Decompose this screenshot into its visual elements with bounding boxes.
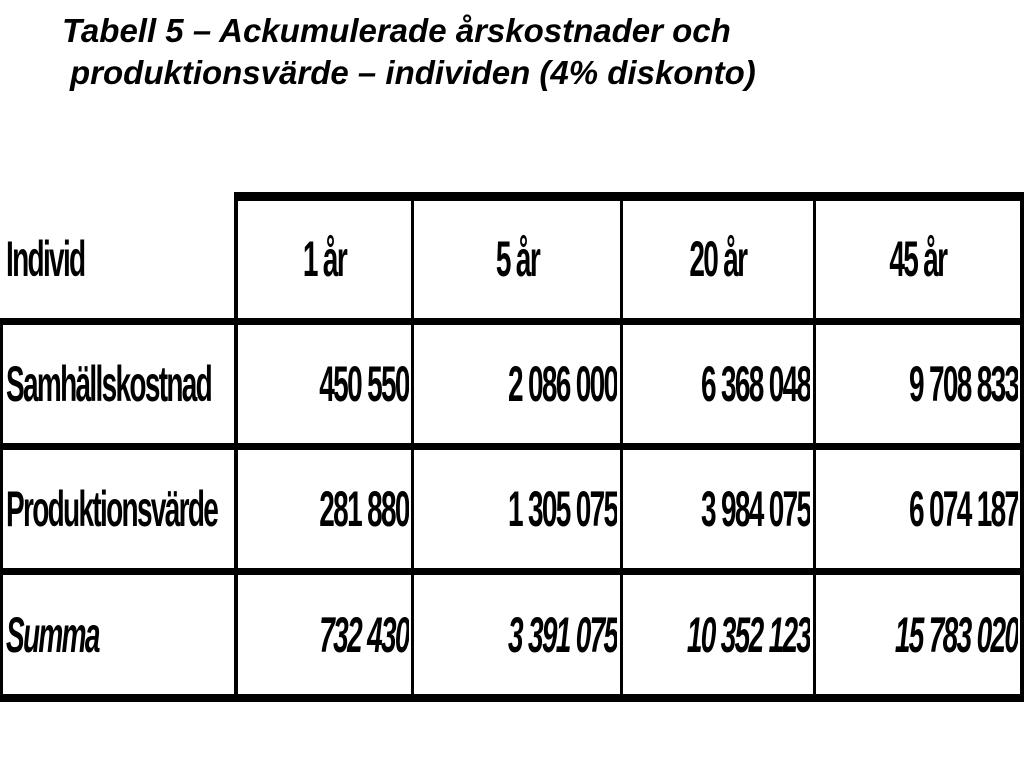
header-col-2-text: 5 år: [495, 231, 539, 287]
title-line-1: Tabell 5 – Ackumulerade årskostnader och: [62, 12, 731, 49]
row-3-col-2: [414, 575, 617, 694]
row-1-col-3-value: 6 368 048: [700, 356, 810, 412]
row-2-col-3-value: 3 984 075: [700, 481, 810, 537]
row-1-col-4-value: 9 708 833: [908, 356, 1018, 412]
row-3-col-4: [816, 575, 1018, 694]
row-1-col-2-value: 2 086 000: [507, 356, 617, 412]
header-col-2: [414, 200, 620, 318]
row-3-col-3-value: 10 352 123: [686, 606, 810, 663]
row-2-col-1: [238, 450, 409, 568]
row2-bottom-border: [0, 568, 1024, 575]
header-bottom-border: [0, 318, 1024, 325]
row-3-col-1: [238, 575, 409, 694]
row-label-summa: [6, 575, 232, 694]
row-3-col-3: [623, 575, 810, 694]
row-3-col-1-value: 732 430: [319, 606, 409, 663]
header-label-text: Individ: [6, 231, 85, 287]
table-bottom-border: [0, 694, 1024, 702]
row-1-col-4: [816, 325, 1018, 443]
row1-bottom-border: [0, 443, 1024, 450]
row-1-col-3: [623, 325, 810, 443]
row-2-col-1-value: 281 880: [319, 481, 409, 537]
row-2-col-3: [623, 450, 810, 568]
row-2-col-2: [414, 450, 617, 568]
header-col-3-text: 20 år: [689, 231, 747, 287]
row-2-label-text: Produktionsvärde: [6, 481, 218, 537]
header-col-1: [238, 200, 411, 318]
header-col-4: [816, 200, 1020, 318]
header-col-3: [623, 200, 813, 318]
header-label: [6, 200, 232, 318]
row-3-label-text: Summa: [6, 606, 99, 663]
header-col-4-text: 45 år: [889, 231, 947, 287]
row-2-col-4: [816, 450, 1018, 568]
row-2-col-4-value: 6 074 187: [908, 481, 1018, 537]
row-1-col-1-value: 450 550: [319, 356, 409, 412]
row-1-col-2: [414, 325, 617, 443]
left-border: [0, 318, 3, 702]
row-2-col-2-value: 1 305 075: [507, 481, 617, 537]
row-1-label-text: Samhällskostnad: [6, 356, 212, 412]
right-border: [1020, 192, 1024, 702]
header-col-1-text: 1 år: [302, 231, 347, 287]
title-line-2: produktionsvärde – individen (4% diskonto): [70, 54, 756, 91]
row-3-col-2-value: 3 391 075: [507, 606, 617, 663]
row-label-produktionsvarde: [6, 450, 232, 568]
row-3-col-4-value: 15 783 020: [894, 606, 1018, 663]
row-label-samhallskostnad: [6, 325, 232, 443]
row-1-col-1: [238, 325, 409, 443]
